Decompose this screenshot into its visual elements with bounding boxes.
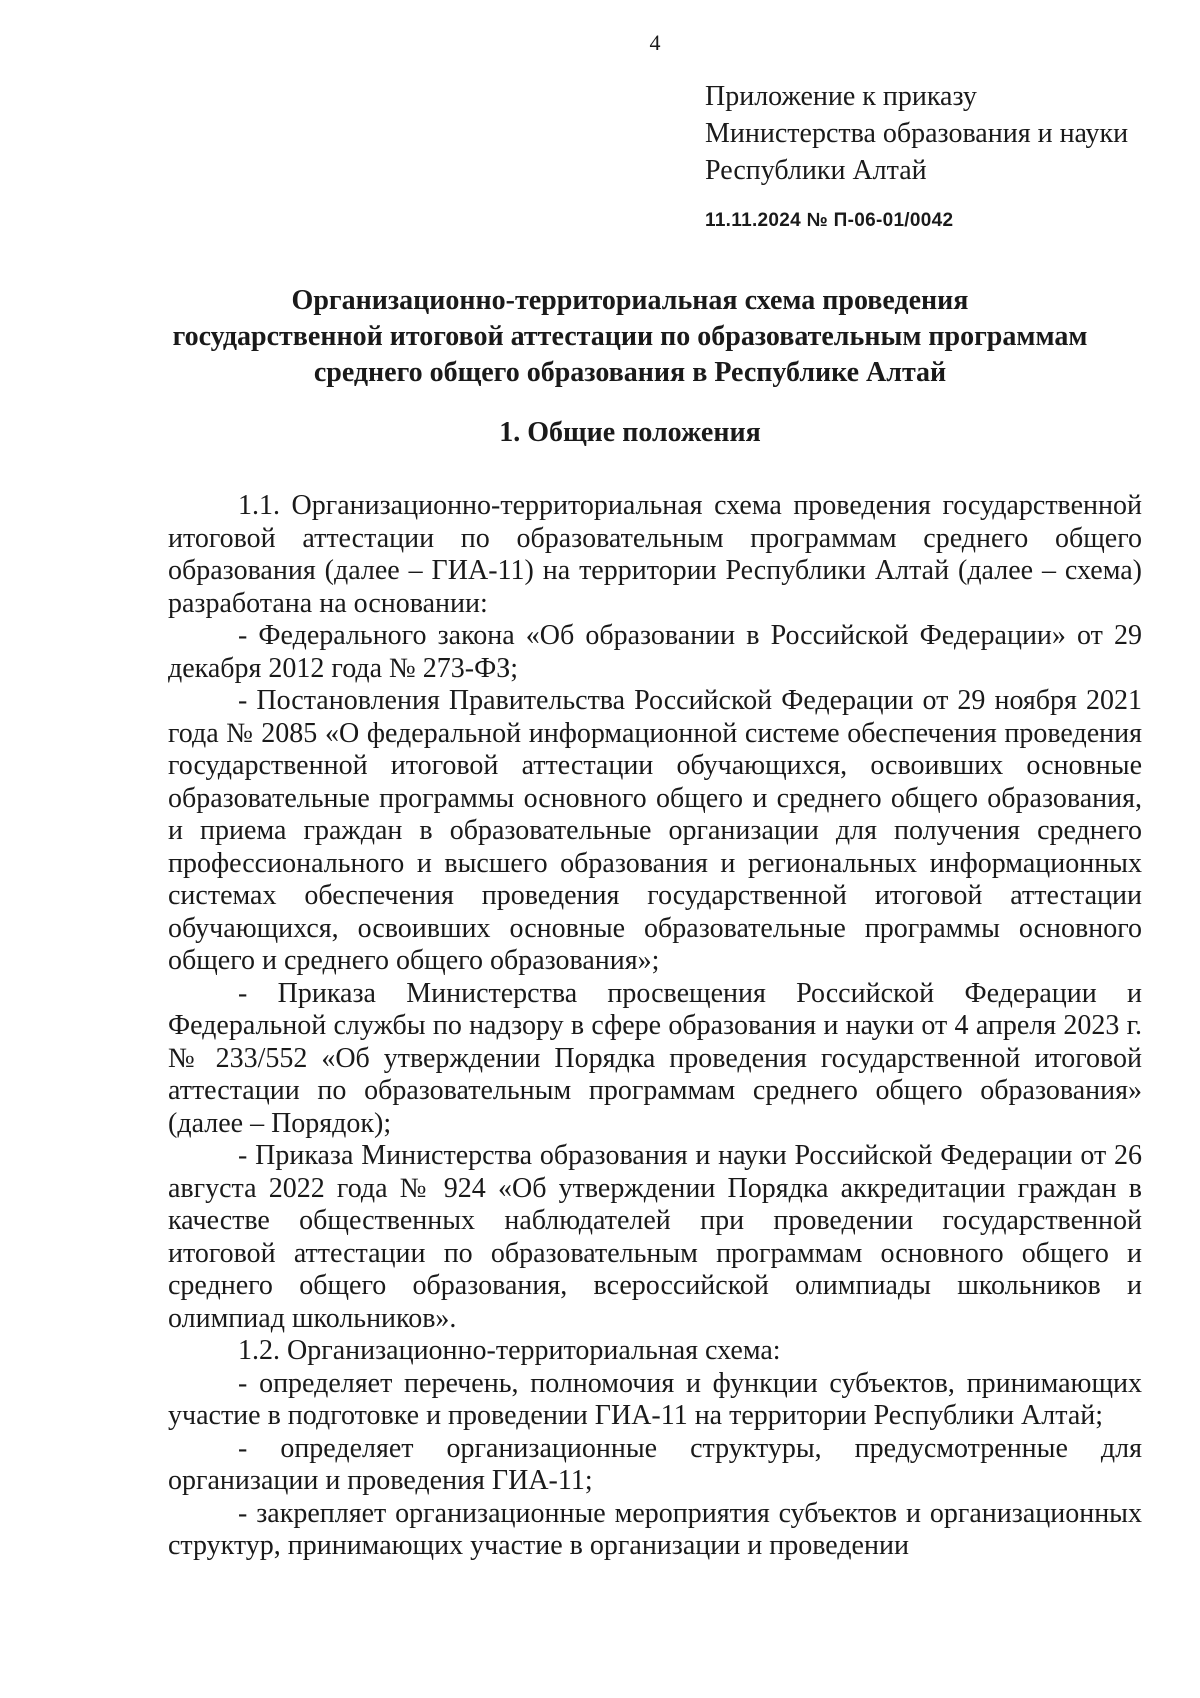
page-number: 4 <box>649 30 661 55</box>
title-line: среднего общего образования в Республике Алтай <box>313 357 947 388</box>
appendix-line: Министерства образования и науки <box>705 118 1129 149</box>
document-title <box>170 283 1090 391</box>
title-line: государственной итоговой аттестации по образовательным программам <box>172 321 1088 352</box>
section-heading: 1. Общие положения <box>499 417 761 448</box>
paragraph: 1.1. Организационно-территориальная схема проведения государственной итоговой аттестации по образовательным программам среднего общего образования (далее – ГИА-11) на территории Республики Алтай (далее – схема) разработана на основании: <box>168 490 1142 619</box>
paragraph: - определяет перечень, полномочия и функции субъектов, принимающих участие в подготовке и проведении ГИА-11 на территории Республики Алтай; <box>168 1367 1142 1431</box>
appendix-header <box>705 78 1128 189</box>
appendix-line: Приложение к приказу <box>705 81 977 112</box>
paragraph: 1.2. Организационно-территориальная схема: <box>238 1335 781 1366</box>
appendix-line: Республики Алтай <box>705 155 927 186</box>
paragraph: - Приказа Министерства просвещения Российской Федерации и Федеральной службы по надзору в сфере образования и науки от 4 апреля 2023 г. № 233/552 «Об утверждении Порядка проведения государственной итоговой аттестации по образовательным программам среднего общего образования» (далее – Порядок); <box>168 977 1142 1139</box>
order-reference: 11.11.2024 № П-06-01/0042 <box>705 210 954 231</box>
paragraph: - Постановления Правительства Российской Федерации от 29 ноября 2021 года № 2085 «О федеральной информационной системе обеспечения проведения государственной итоговой аттестации обучающихся, освоивших основные образовательные программы основного общего и среднего общего образования, и приема граждан в образовательные организации для получения среднего профессионального и высшего образования и региональных информационных системах обеспечения проведения государственной итоговой аттестации обучающихся, освоивших основные образовательные программы основного общего и среднего общего образования»; <box>168 685 1142 976</box>
paragraph: - определяет организационные структуры, предусмотренные для организации и проведения ГИА-11; <box>168 1432 1142 1496</box>
paragraph: - Приказа Министерства образования и науки Российской Федерации от 26 августа 2022 года № 924 «Об утверждении Порядка аккредитации граждан в качестве общественных наблюдателей при проведении государственной итоговой аттестации по образовательным программам основного общего и среднего общего образования, всероссийской олимпиады школьников и олимпиад школьников». <box>168 1140 1142 1334</box>
section-body <box>168 490 1142 1563</box>
title-line: Организационно-территориальная схема проведения <box>291 285 969 316</box>
paragraph: - Федерального закона «Об образовании в Российской Федерации» от 29 декабря 2012 года № 273-ФЗ; <box>168 620 1142 684</box>
paragraph: - закрепляет организационные мероприятия субъектов и организационных структур, принимающих участие в организации и проведении <box>168 1497 1142 1561</box>
